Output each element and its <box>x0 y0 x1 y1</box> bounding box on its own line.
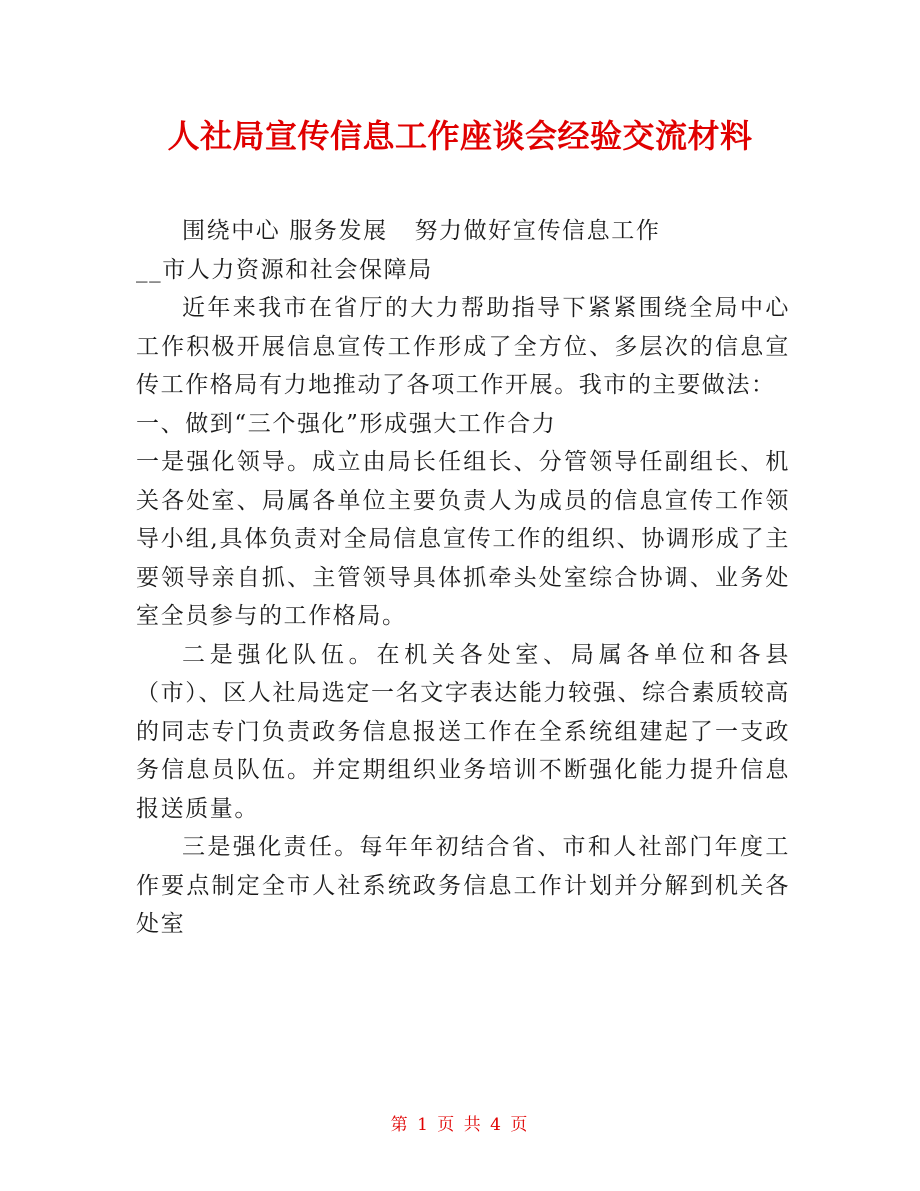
document-title: 人社局宣传信息工作座谈会经验交流材料 <box>167 117 753 155</box>
page-number-footer: 第 1 页 共 4 页 <box>390 1115 530 1135</box>
body-paragraph-team: 二是强化队伍。在机关各处室、局属各单位和各县（市）、区人社局选定一名文字表达能力较强、综合素质较高的同志专门负责政务信息报送工作在全系统组建起了一支政务信息员队伍。并定期组织业务培训不断强化能力提升信息报送质量。 <box>136 641 790 822</box>
body-paragraph-leadership: 一是强化领导。成立由局长任组长、分管领导任副组长、机关各处室、局属各单位主要负责人为成员的信息宣传工作领导小组,具体负责对全局信息宣传工作的组织、协调形成了主要领导亲自抓、主管领导具体抓牵头处室综合协调、业务处室全员参与的工作格局。 <box>136 449 790 629</box>
body-paragraph-responsibility: 三是强化责任。每年年初结合省、市和人社部门年度工作要点制定全市人社系统政务信息工作计划并分解到机关各处室 <box>136 834 790 937</box>
document-body <box>136 212 790 944</box>
subtitle-line: 围绕中心 服务发展 努力做好宣传信息工作 <box>182 218 661 244</box>
intro-paragraph: 近年来我市在省厅的大力帮助指导下紧紧围绕全局中心工作积极开展信息宣传工作形成了全方位、多层次的信息宣传工作格局有力地推动了各项工作开展。我市的主要做法： <box>136 295 790 398</box>
author-line: __市人力资源和社会保障局 <box>136 256 433 283</box>
section-heading: 一、做到“三个强化”形成强大工作合力 <box>136 410 557 437</box>
